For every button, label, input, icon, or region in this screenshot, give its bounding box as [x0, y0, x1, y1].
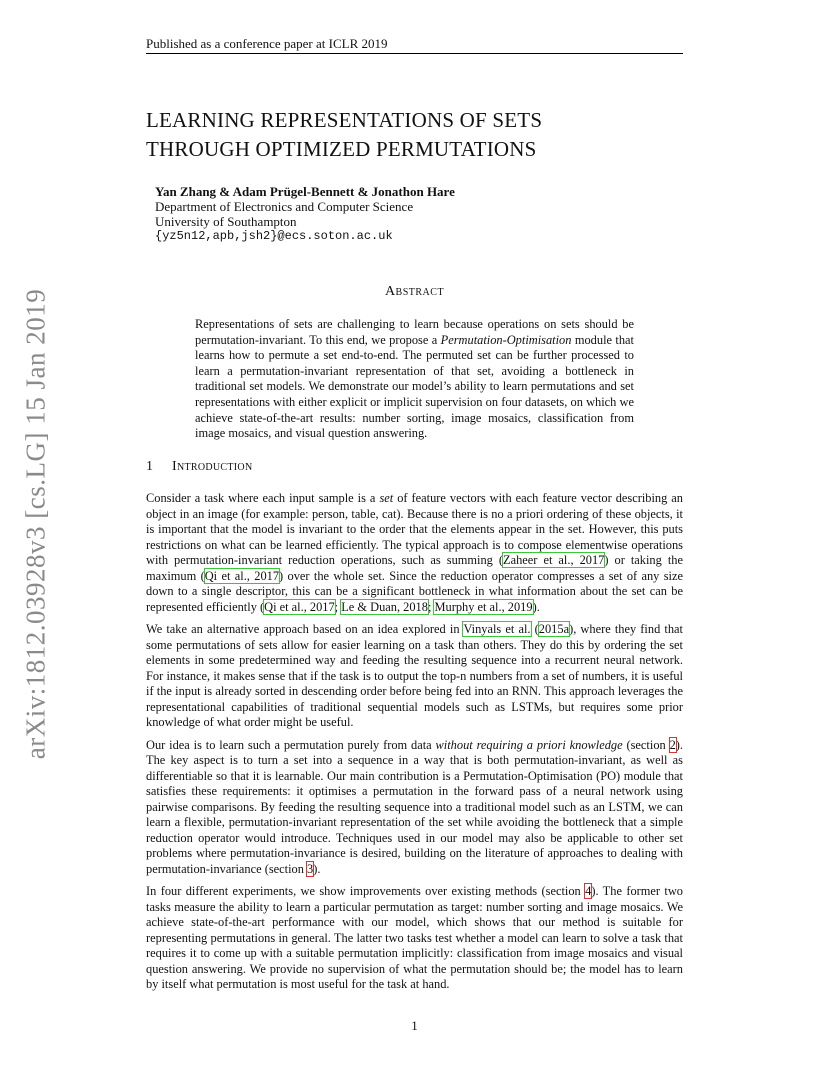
text-run: In four different experiments, we show improvements over existing methods (section — [146, 884, 586, 898]
section-heading — [146, 459, 683, 475]
emphasis: set — [379, 491, 394, 505]
paragraph-2 — [146, 622, 683, 731]
body-text — [146, 491, 683, 1000]
citation-link[interactable]: Le & Duan, 2018 — [341, 599, 428, 614]
text-run: of feature vectors with each feature vector describing an object in an image (for example: person, table, cat). Because there is no a priori ordering of these objects, it is important that the model is invariant to the order that the elements appear in the set. However, this puts restrictions on what can be learned efficiently. The typical approach is to compose elementwise operations with permutation-invariant reduction operations, such as summing ( — [146, 491, 684, 567]
title-cap: O — [255, 137, 271, 161]
citation-link[interactable]: Vinyals et al. — [463, 622, 531, 636]
section-number: 1 — [146, 459, 154, 474]
header-rule — [146, 53, 683, 54]
paragraph-3 — [146, 738, 683, 878]
citation-link[interactable]: 2015a — [538, 622, 570, 636]
title-cap: L — [146, 108, 160, 132]
text-run: ). — [532, 599, 540, 614]
running-header: Published as a conference paper at ICLR 2019 — [146, 36, 388, 51]
author-department: Department of Electronics and Computer Science — [155, 199, 414, 214]
abstract-emphasis: Permutation-Optimisation — [440, 332, 572, 347]
text-run: ) or taking the maximum ( — [146, 553, 683, 583]
abstract-part: Representations of sets are challenging to learn because operations on sets should be permutation-invariant. To this end, we propose a — [195, 317, 634, 347]
text-run: ; — [427, 599, 435, 614]
text-run: Consider a task where each input sample is a — [146, 491, 380, 505]
text-run: Our idea is to learn such a permutation purely from data — [146, 737, 436, 752]
paper-title — [146, 106, 686, 164]
title-cap: R — [260, 108, 275, 132]
paragraph-4 — [146, 884, 683, 993]
title-sc: EPRESENTATIONS OF — [274, 108, 493, 132]
title-cap: S — [492, 108, 505, 132]
citation-link[interactable]: Zaheer et al., 2017 — [503, 553, 605, 567]
citation-link[interactable]: Murphy et al., 2019 — [434, 599, 533, 614]
title-sc: EARNING — [159, 108, 261, 132]
text-run: ) over the whole set. Since the reduction operator compresses a set of any size down to a single descriptor, this can be a significant bottleneck in what information about the set can be represented efficiently ( — [146, 568, 683, 614]
text-run: ). The former two tasks measure the ability to learn a particular permutation as target: number sorting and image mosaics. We achieve state-of-the-art performance with our model, which shows that our method is suitable for representing permutations in general. The latter two tasks test whether a model can learn to solve a task that requires it to come up with a suitable permutation implicitly: classification from image mosaics and visual question answering. We provide no supervision of what the permutation should be; the model has to learn by itself what permutation is most useful for the task at hand. — [146, 884, 683, 991]
abstract-text — [195, 317, 634, 442]
abstract-part: module that learns how to permute a set end-to-end. The permuted set can be further processed to learn a permutation-invariant representation of that set, avoiding a bottleneck in traditional set models. We demonstrate our model’s ability to learn permutations and set representations with either explicit or implicit supervision on four datasets, on which we achieve state-of-the-art results: number sorting, image mosaics, classification from image mosaics, and visual question answering. — [195, 332, 634, 441]
emphasis: without requiring a priori knowledge — [435, 737, 623, 752]
text-run: ( — [530, 622, 539, 636]
citation-link[interactable]: Qi et al., 2017 — [204, 568, 280, 583]
text-run: ; — [334, 599, 342, 614]
author-email: {yz5n12,apb,jsh2}@ecs.soton.ac.uk — [155, 229, 393, 243]
title-sc: THROUGH — [146, 137, 256, 161]
section-ref-link[interactable]: 2 — [669, 737, 676, 752]
text-run: ). The key aspect is to turn a set into a sequence in a way that is both permutation-invariant, as well as differentiable so that it is learnable. Our main contribution is a Permutation-Optimisation (PO) module that satisfies these requirements: it optimises a permutation in the forward pass of a neural network using pairwise comparisons. By feeding the resulting sequence into a traditional model such as an LSTM, we can learn a flexible, permutation-invariant representation of the set while avoiding the bottleneck that a simple reduction operator would introduce. Techniques used in our model may also be applicable to other set problems where permutation-invariance is desired, building on the literature of approaches to dealing with permutation-invariance (section — [146, 737, 684, 876]
paragraph-1 — [146, 491, 683, 615]
page-number: 1 — [411, 1018, 418, 1033]
title-sc: ERMUTATIONS — [387, 137, 537, 161]
abstract-heading: Abstract — [384, 284, 445, 299]
author-university: University of Southampton — [155, 214, 297, 229]
section-title: Introduction — [172, 459, 253, 474]
text-run: ). — [313, 861, 321, 876]
title-sc: ETS — [504, 108, 543, 132]
title-sc: PTIMIZED — [270, 137, 376, 161]
text-run: ), where they find that some permutations of sets allow for easier learning on a task than others. They do this by ordering the set elements in some predetermined way and feeding the resulting sequence into a recurrent neural network. For instance, it makes sense that if the task is to output the top-n numbers from a set of numbers, it is useful if the input is already sorted in descending order before being fed into an RNN. This approach leverages the representational capabilities of traditional sequential models such as LSTMs, but requires some prior knowledge of what order might be useful. — [146, 622, 683, 729]
title-cap: P — [375, 137, 388, 161]
citation-link[interactable]: Qi et al., 2017 — [264, 599, 335, 614]
section-ref-link[interactable]: 3 — [307, 861, 314, 876]
author-names: Yan Zhang & Adam Prügel-Bennett & Jonathon Hare — [155, 184, 455, 199]
text-run: (section — [622, 737, 670, 752]
arxiv-identifier: arXiv:1812.03928v3 [cs.LG] 15 Jan 2019 — [20, 288, 51, 760]
section-ref-link[interactable]: 4 — [585, 884, 592, 898]
text-run: We take an alternative approach based on an idea explored in — [146, 622, 464, 636]
title-line-2 — [146, 135, 686, 164]
author-block — [155, 184, 655, 244]
title-line-1 — [146, 106, 686, 135]
